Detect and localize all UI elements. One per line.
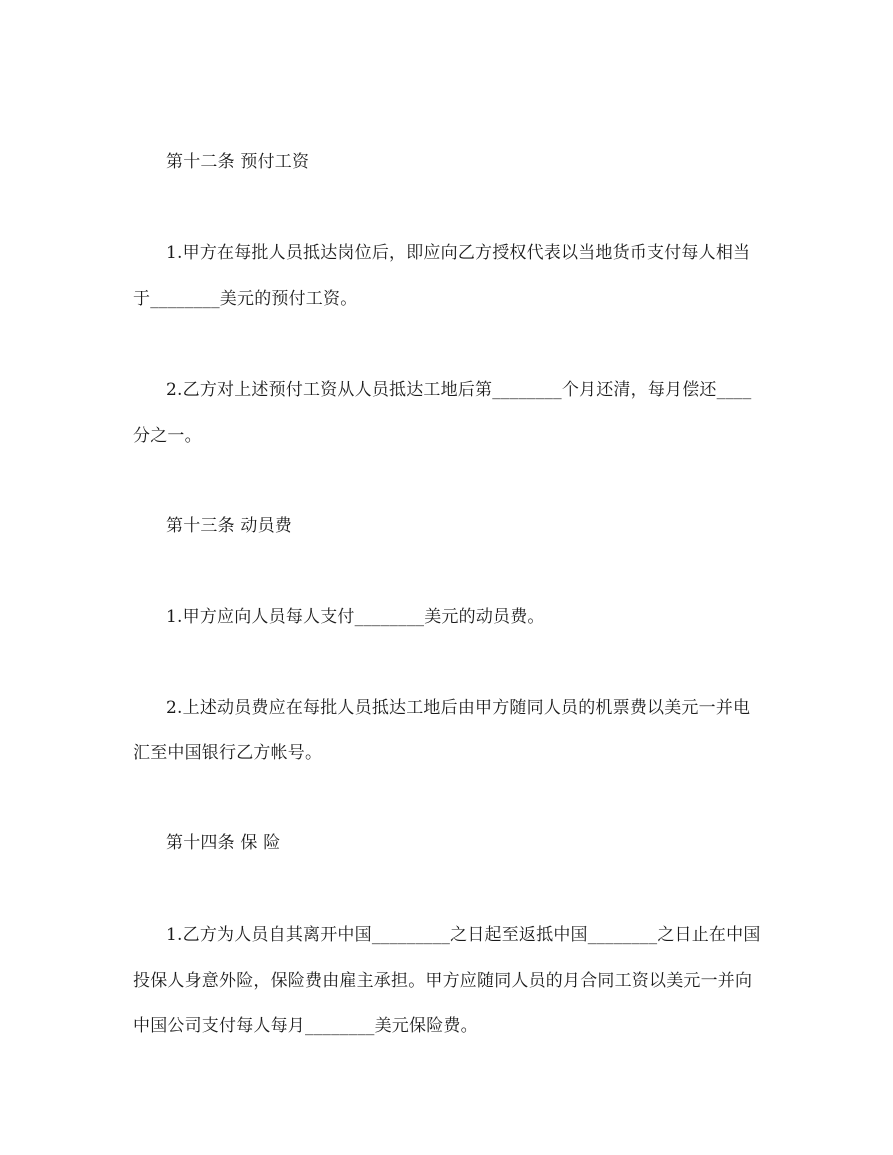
article-14-para-1-line-3: 中国公司支付每人每月________美元保险费。 (133, 1016, 478, 1036)
article-12-para-2-line-1: 2.乙方对上述预付工资从人员抵达工地后第________个月还清，每月偿还____ (166, 380, 752, 400)
article-12-para-1-line-2: 于________美元的预付工资。 (133, 289, 358, 309)
article-14-heading: 第十四条 保 险 (166, 833, 281, 853)
article-14-para-1-line-1: 1.乙方为人员自其离开中国_________之日起至返抵中国________之日止在中国 (166, 925, 761, 945)
article-14-para-1-line-2: 投保人身意外险，保险费由雇主承担。甲方应随同人员的月合同工资以美元一并向 (133, 971, 753, 991)
article-12-para-2-line-2: 分之一。 (133, 426, 202, 446)
article-13-para-1-line-1: 1.甲方应向人员每人支付________美元的动员费。 (166, 607, 545, 627)
article-12-heading: 第十二条 预付工资 (166, 152, 310, 172)
article-13-heading: 第十三条 动员费 (166, 516, 293, 536)
article-12-para-1-line-1: 1.甲方在每批人员抵达岗位后，即应向乙方授权代表以当地货币支付每人相当 (166, 243, 751, 263)
article-13-para-2-line-2: 汇至中国银行乙方帐号。 (133, 743, 323, 763)
article-13-para-2-line-1: 2.上述动员费应在每批人员抵达工地后由甲方随同人员的机票费以美元一并电 (166, 698, 751, 718)
